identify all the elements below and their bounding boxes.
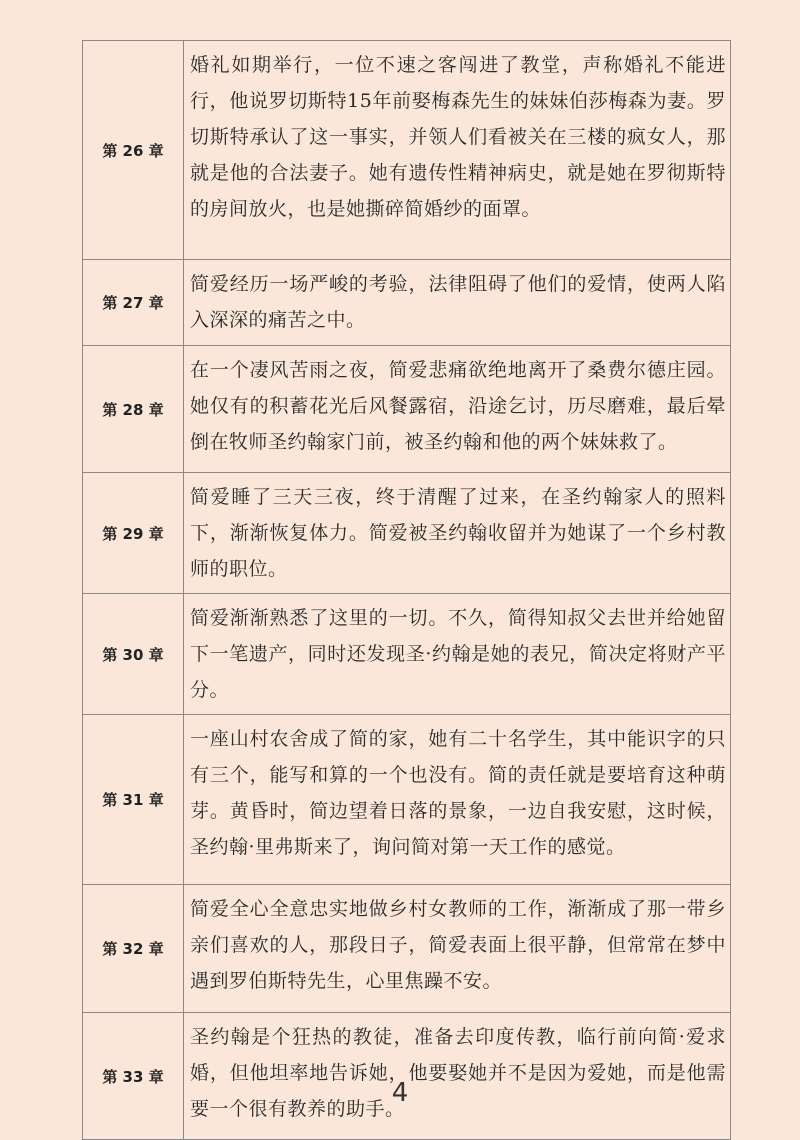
chapter-label: 第 31 章 xyxy=(83,715,184,885)
chapter-summary: 简爱睡了三天三夜，终于清醒了过来，在圣约翰家人的照料下，渐渐恢复体力。简爱被圣约翰收留并为她谋了一个乡村教师的职位。 xyxy=(184,473,731,594)
table-row xyxy=(83,346,731,473)
table-row xyxy=(83,260,731,346)
chapter-summary-table xyxy=(82,40,731,1140)
table-row xyxy=(83,885,731,1013)
chapter-summary: 在一个凄风苦雨之夜，简爱悲痛欲绝地离开了桑费尔德庄园。她仅有的积蓄花光后风餐露宿，沿途乞讨，历尽磨难，最后晕倒在牧师圣约翰家门前，被圣约翰和他的两个妹妹救了。 xyxy=(184,346,731,473)
chapter-label: 第 27 章 xyxy=(83,260,184,346)
chapter-summary: 简爱全心全意忠实地做乡村女教师的工作，渐渐成了那一带乡亲们喜欢的人，那段日子，简爱表面上很平静，但常常在梦中遇到罗伯斯特先生，心里焦躁不安。 xyxy=(184,885,731,1013)
chapter-label: 第 33 章 xyxy=(83,1013,184,1140)
chapter-label: 第 28 章 xyxy=(83,346,184,473)
chapter-label: 第 26 章 xyxy=(83,41,184,260)
chapter-summary: 圣约翰是个狂热的教徒，准备去印度传教，临行前向简·爱求婚，但他坦率地告诉她，他要娶她并不是因为爱她，而是他需要一个很有教养的助手。 xyxy=(184,1013,731,1140)
table-row xyxy=(83,1013,731,1140)
chapter-summary: 简爱经历一场严峻的考验，法律阻碍了他们的爱情，使两人陷入深深的痛苦之中。 xyxy=(184,260,731,346)
chapter-label: 第 29 章 xyxy=(83,473,184,594)
chapter-label: 第 30 章 xyxy=(83,594,184,715)
table-row xyxy=(83,473,731,594)
chapter-summary: 一座山村农舍成了简的家，她有二十名学生，其中能识字的只有三个，能写和算的一个也没有。简的责任就是要培育这种萌芽。黄昏时，简边望着日落的景象，一边自我安慰，这时候，圣约翰·里弗斯来了，询问简对第一天工作的感觉。 xyxy=(184,715,731,885)
chapter-label: 第 32 章 xyxy=(83,885,184,1013)
table-row xyxy=(83,594,731,715)
table-row xyxy=(83,41,731,260)
chapter-summary: 简爱渐渐熟悉了这里的一切。不久，简得知叔父去世并给她留下一笔遗产，同时还发现圣·约翰是她的表兄，简决定将财产平分。 xyxy=(184,594,731,715)
page-number: 4 xyxy=(391,1078,409,1108)
table-row xyxy=(83,715,731,885)
chapter-summary: 婚礼如期举行，一位不速之客闯进了教堂，声称婚礼不能进行，他说罗切斯特15年前娶梅森先生的妹妹伯莎梅森为妻。罗切斯特承认了这一事实，并领人们看被关在三楼的疯女人，那就是他的合法妻子。她有遗传性精神病史，就是她在罗彻斯特的房间放火，也是她撕碎简婚纱的面罩。 xyxy=(184,41,731,260)
